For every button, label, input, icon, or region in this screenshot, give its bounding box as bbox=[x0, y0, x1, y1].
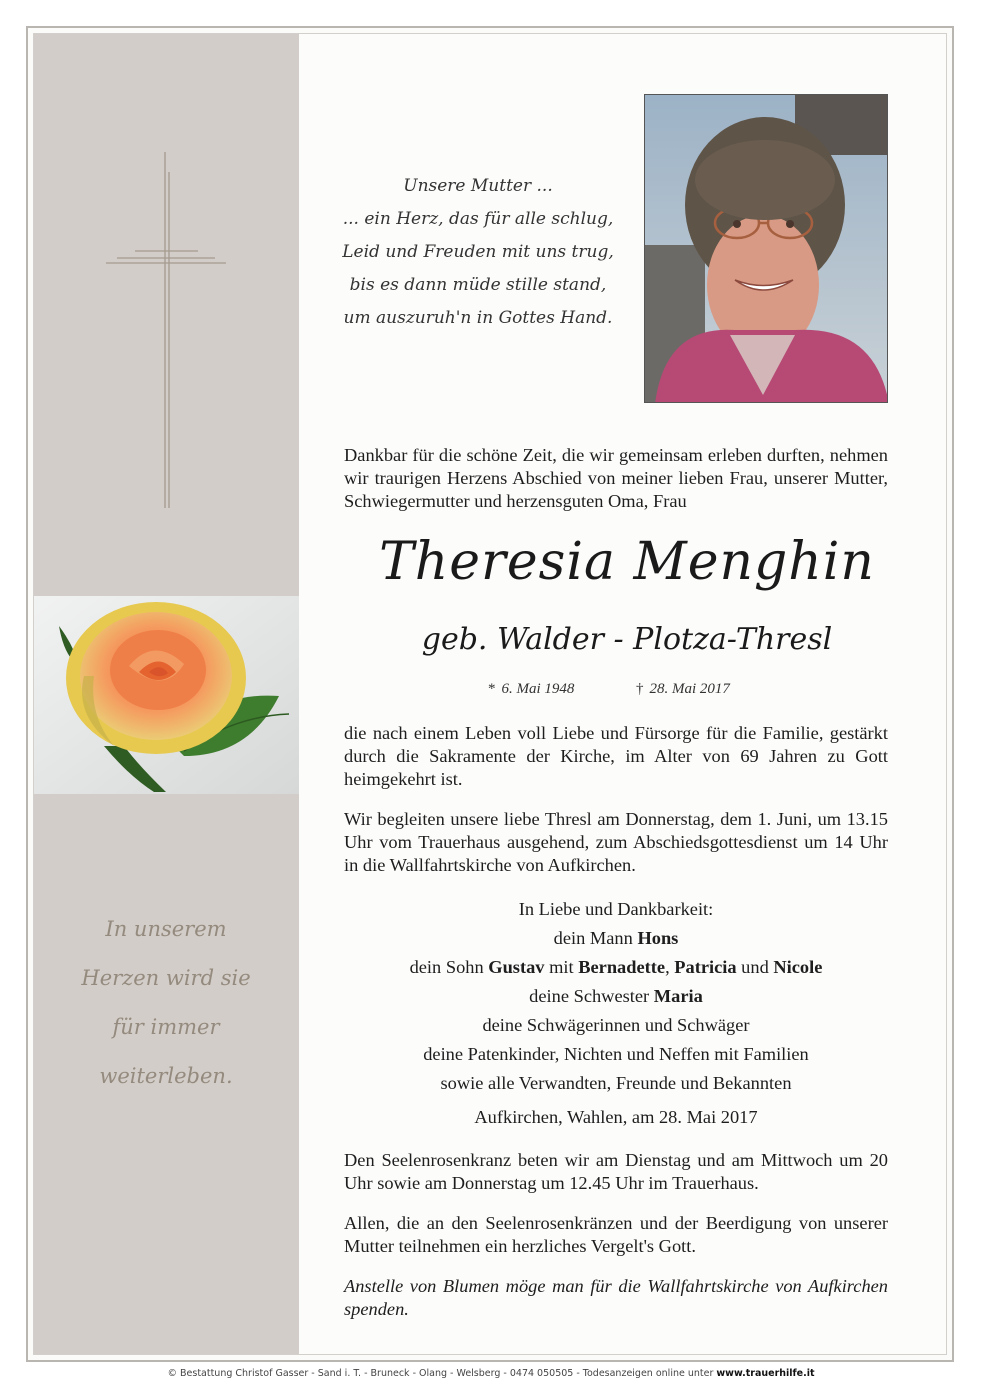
son-with: mit bbox=[549, 957, 574, 977]
mourner-line-godchildren: deine Patenkinder, Nichten und Neffen mit Familien bbox=[423, 1044, 809, 1064]
mourner-line-son: dein Sohn Gustav mit Bernadette, Patricia und Nicole bbox=[409, 957, 823, 977]
sidebar-quote-line: für immer bbox=[112, 1015, 220, 1039]
rose-image bbox=[34, 596, 299, 794]
intro-section bbox=[344, 444, 888, 513]
sister-name: Maria bbox=[653, 986, 703, 1006]
grandchild-name: Patricia bbox=[674, 957, 737, 977]
deceased-name: Theresia Menghin bbox=[379, 532, 875, 592]
birth-symbol: * bbox=[488, 681, 496, 697]
and-word: und bbox=[741, 957, 769, 977]
son-prefix: dein Sohn bbox=[409, 957, 484, 977]
poem-line: ... ein Herz, das für alle schlug, bbox=[342, 209, 614, 229]
mourner-line-relatives: sowie alle Verwandten, Freunde und Bekannten bbox=[440, 1073, 792, 1093]
husband-prefix: dein Mann bbox=[553, 928, 633, 948]
poem-line: bis es dann müde stille stand, bbox=[349, 275, 607, 295]
portrait-photo bbox=[644, 94, 888, 403]
birth-date-value: 6. Mai 1948 bbox=[501, 681, 575, 697]
footer-text: © Bestattung Christof Gasser - Sand i. T. - Bruneck - Olang - Welsberg - 0474 050505 - Todesanzeigen online unter bbox=[167, 1368, 714, 1379]
mourner-line-inlaws: deine Schwägerinnen und Schwäger bbox=[482, 1015, 750, 1035]
place-date: Aufkirchen, Wahlen, am 28. Mai 2017 bbox=[474, 1107, 758, 1127]
footer bbox=[0, 1368, 982, 1379]
funeral-text: Wir begleiten unsere liebe Thresl am Donnerstag, dem 1. Juni, um 13.15 Uhr vom Trauerhaus ausgehend, zum Abschiedsgottesdienst um 14 Uhr in die Wallfahrtskirche von Aufkirchen. bbox=[344, 809, 888, 875]
mourner-line-sister bbox=[344, 982, 888, 1011]
poem bbox=[330, 170, 626, 335]
partner-name: Bernadette bbox=[578, 957, 666, 977]
mourner-line-husband bbox=[344, 924, 888, 953]
sister-prefix: deine Schwester bbox=[529, 986, 650, 1006]
footer-link[interactable]: www.trauerhilfe.it bbox=[716, 1368, 815, 1379]
son-name: Gustav bbox=[488, 957, 545, 977]
sidebar-quote-line: In unserem bbox=[105, 917, 227, 941]
death-date bbox=[636, 681, 730, 698]
mourners-list bbox=[344, 895, 888, 1098]
birth-date bbox=[488, 681, 574, 698]
death-cross-icon: † bbox=[636, 681, 644, 697]
sidebar-quote-line: weiterleben. bbox=[99, 1064, 233, 1088]
sidebar-quote-line: Herzen wird sie bbox=[81, 966, 251, 990]
flowers-text: Anstelle von Blumen möge man für die Wallfahrtskirche von Aufkirchen spenden. bbox=[344, 1276, 888, 1319]
husband-name: Hons bbox=[637, 928, 679, 948]
poem-line: um auszuruh'n in Gottes Hand. bbox=[343, 308, 613, 328]
sidebar-quote bbox=[60, 905, 272, 1101]
poem-line: Unsere Mutter ... bbox=[403, 176, 553, 196]
grandchild-name: Nicole bbox=[773, 957, 823, 977]
life-text: die nach einem Leben voll Liebe und Fürsorge für die Familie, gestärkt durch die Sakramente der Kirche, im Alter von 69 Jahren zu Gott heimgekehrt ist. bbox=[344, 723, 888, 789]
mourners-heading: In Liebe und Dankbarkeit: bbox=[518, 899, 714, 919]
thanks-text: Allen, die an den Seelenrosenkränzen und der Beerdigung von unserer Mutter teilnehmen ein herzliches Vergelt's Gott. bbox=[344, 1213, 888, 1256]
cross-icon bbox=[103, 150, 229, 510]
intro-text: Dankbar für die schöne Zeit, die wir gemeinsam erleben durften, nehmen wir traurigen Herzens Abschied von meiner lieben Frau, unserer Mutter, Schwiegermutter und herzensguten Oma, Frau bbox=[344, 445, 888, 511]
maiden-name: geb. Walder - Plotza-Thresl bbox=[421, 622, 833, 657]
death-date-value: 28. Mai 2017 bbox=[649, 681, 730, 697]
rosary-text: Den Seelenrosenkranz beten wir am Dienstag und am Mittwoch um 20 Uhr sowie am Donnerstag um 12.45 Uhr im Trauerhaus. bbox=[344, 1150, 888, 1193]
poem-line: Leid und Freuden mit uns trug, bbox=[342, 242, 614, 262]
